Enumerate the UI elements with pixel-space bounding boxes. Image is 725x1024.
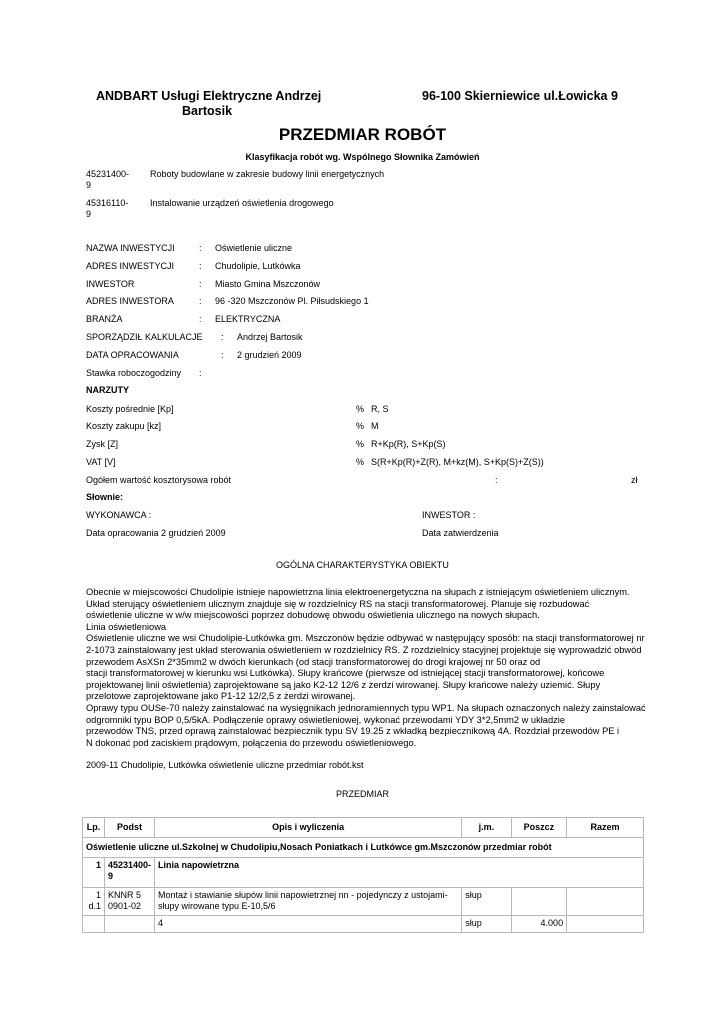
calc-quantity: 4.000 (511, 916, 567, 933)
surcharge-label: Koszty zakupu [kz] (86, 421, 162, 431)
table-row (83, 888, 644, 916)
colon: : (199, 314, 202, 324)
investment-address: Chudolipie, Lutkówka (215, 261, 301, 271)
item-partial (511, 888, 567, 916)
section-title: Oświetlenie uliczne ul.Szkolnej w Chudolipiu,Nosach Poniatkach i Lutkówce gm.Mszczonów przedmiar robót (83, 838, 644, 858)
percent-sign: % (356, 421, 365, 431)
surcharge-label: Koszty pośrednie [Kp] (86, 404, 174, 414)
group-code: 45231400- 9 (104, 858, 154, 888)
estimate-table (82, 817, 644, 933)
contractor-label: WYKONAWCA : (86, 510, 152, 520)
colon: : (199, 279, 202, 289)
column-header: Poszcz (511, 818, 567, 838)
colon: : (199, 368, 202, 378)
words-label: Słownie: (86, 492, 124, 502)
empty-cell (83, 916, 105, 933)
colon: : (495, 475, 498, 485)
colon: : (221, 332, 224, 342)
cpv-description: Instalowanie urządzeń oświetlenia drogowego (150, 198, 334, 208)
column-header: Opis i wyliczenia (155, 818, 462, 838)
surcharge-value: M (371, 421, 379, 431)
colon: : (199, 243, 202, 253)
item-unit: słup (462, 888, 511, 916)
cpv-code: 45316110- 9 (86, 198, 129, 219)
section-row (83, 838, 644, 858)
percent-sign: % (356, 457, 365, 467)
column-header: Podst (104, 818, 154, 838)
surcharge-value: R+Kp(R), S+Kp(S) (371, 439, 446, 449)
surcharge-value: R, S (371, 404, 389, 414)
column-header: Lp. (83, 818, 105, 838)
percent-sign: % (356, 404, 365, 414)
surcharge-label: VAT [V] (86, 457, 116, 467)
calc-expression: 4 (155, 916, 462, 933)
surcharges-heading: NARZUTY (86, 385, 129, 395)
investor-label: INWESTOR (86, 279, 135, 289)
group-lp: 1 (83, 858, 105, 888)
surcharge-label: Zysk [Z] (86, 439, 118, 449)
page-title: PRZEDMIAR ROBÓT (278, 125, 447, 144)
group-row (83, 858, 644, 888)
rate-label: Stawka roboczogodziny (86, 368, 182, 378)
company-name: ANDBART Usługi Elektryczne Andrzej (96, 89, 322, 103)
company-name-line2: Bartosik (182, 104, 233, 118)
characteristics-text: Obecnie w miejscowości Chudolipie istnieje napowietrzna linia elektroenergetyczna na słupach z istniejącym oświetleniem ulicznym. Układ sterujący oświetleniem ulicznym znajduje się w rozdzielnicy RS na stacji transformatorowej. Planuje się rozbudować oświetlenie uliczne w w/w miejscowości poprzez dobudowę obwodu oświetlenia ulicznego na nowych słupach. Linia oświetleniowa Oświetlenie uliczne we wsi Chudolipie-Lutkówka gm. Mszczonów będzie odbywać w następujący sposób: na stacji transformatorowej nr 2-1073 zainstalowany jest układ sterowania oświetleniem w rozdzielnicy RS. Z rozdzielnicy stacyjnej projektuje się wyprowadzić obwód przewodem AsXSn 2*35mm2 w dwóch kierunkach (od stacji transformatorowej do drogi krajowej nr 50 oraz od stacji transformatorowej w kierunku wsi Lutkówka). Słupy krańcowe (pierwsze od istniejącej stacji transformatorowej, końcowe projektowanej linii oświetlenia) zaprojektowane są jako K2-12 12/6 z żerdzi wirowanej. Słupy krańcowe należy uziemić. Słupy przelotowe zaprojektowane jako P1-12 12/2,5 z żerdzi wirowanej. Oprawy typu OUSe-70 należy zainstalować na wysięgnikach jednoramiennych typu WP1. Na słupach oznaczonych należy zainstalować odgromniki typu BOP 0,5/5kA. Podłączenie oprawy oświetleniowej, wykonać przewodami YDY 3*2,5mm2 w układzie przewodów TNS, przed oprawą zainstalować bezpiecznik typu SV 19.25 z wkładką bezpiecznikową 4A. Rozdział przewodów PE i N dokonać pod zaciskiem prądowym, połączenia do przewodu oświetleniowego. (86, 587, 646, 748)
column-header: Razem (567, 818, 644, 838)
cpv-code: 45231400- 9 (86, 169, 130, 190)
item-lp: 1 d.1 (83, 888, 105, 916)
preparation-date: Data opracowania 2 grudzień 2009 (86, 528, 226, 538)
investment-name: Oświetlenie uliczne (215, 243, 293, 253)
item-total (567, 888, 644, 916)
date: 2 grudzień 2009 (237, 350, 302, 360)
total-label: Ogółem wartość kosztorysowa robót (86, 475, 232, 485)
calc-unit: słup (462, 916, 511, 933)
item-description: Montaż i stawianie słupów linii napowietrznej nn - pojedynczy z ustojami- słupy wirowane typu E-10,5/6 (155, 888, 462, 916)
table-header-row (83, 818, 644, 838)
empty-cell (104, 916, 154, 933)
prepared-by-label: SPORZĄDZIŁ KALKULACJE (86, 332, 203, 342)
currency: zł (631, 475, 638, 485)
investor-signature-label: INWESTOR : (422, 510, 476, 520)
estimate-heading: PRZEDMIAR (335, 789, 389, 799)
item-basis: KNNR 5 0901-02 (104, 888, 154, 916)
group-name: Linia napowietrzna (155, 858, 644, 888)
column-header: j.m. (462, 818, 511, 838)
file-reference: 2009-11 Chudolipie, Lutkówka oświetlenie uliczne przedmiar robót.kst (86, 760, 364, 770)
company-address: 96-100 Skierniewice ul.Łowicka 9 (422, 89, 618, 103)
investment-address-label: ADRES INWESTYCJI (86, 261, 175, 271)
branch-label: BRANŻA (86, 314, 123, 324)
investor: Miasto Gmina Mszczonów (215, 279, 321, 289)
empty-cell (567, 916, 644, 933)
percent-sign: % (356, 439, 365, 449)
colon: : (221, 350, 224, 360)
classification-heading: Klasyfikacja robót wg. Wspólnego Słownika Zamówień (245, 152, 480, 162)
characteristics-heading: OGÓLNA CHARAKTERYSTYKA OBIEKTU (276, 560, 449, 570)
investor-address-label: ADRES INWESTORA (86, 296, 174, 306)
investor-address: 96 -320 Mszczonów Pl. Piłsudskiego 1 (215, 296, 369, 306)
colon: : (199, 296, 202, 306)
branch: ELEKTRYCZNA (215, 314, 281, 324)
date-label: DATA OPRACOWANIA (86, 350, 179, 360)
approval-date: Data zatwierdzenia (422, 528, 499, 538)
investment-name-label: NAZWA INWESTYCJI (86, 243, 175, 253)
prepared-by: Andrzej Bartosik (237, 332, 303, 342)
colon: : (199, 261, 202, 271)
cpv-description: Roboty budowlane w zakresie budowy linii energetycznych (150, 169, 385, 179)
surcharge-value: S(R+Kp(R)+Z(R), M+kz(M), S+Kp(S)+Z(S)) (371, 457, 544, 467)
table-row (83, 916, 644, 933)
